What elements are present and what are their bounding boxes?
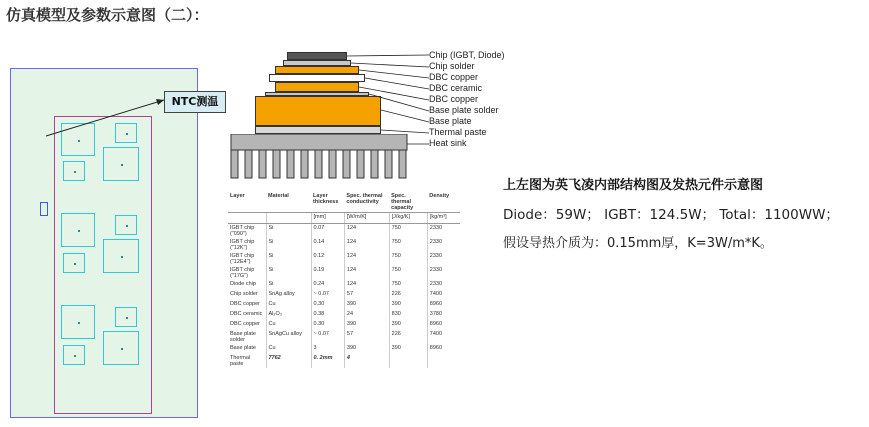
table-cell: 24 bbox=[344, 310, 389, 320]
table-cell: 7400 bbox=[429, 331, 443, 337]
table-cell: Base plate solder bbox=[228, 330, 266, 344]
table-cell: [mm] bbox=[311, 213, 344, 224]
figure-caption: 上左图为英飞凌内部结构图及发热元件示意图 bbox=[503, 178, 764, 193]
table-cell: Diode chip bbox=[228, 280, 266, 290]
table-row bbox=[228, 300, 460, 310]
table-cell: 0.07 bbox=[311, 224, 344, 239]
table-row bbox=[228, 344, 460, 354]
table-cell: 124 bbox=[344, 266, 389, 280]
table-cell: 124 bbox=[344, 238, 389, 252]
stack-label-heat-sink: Heat sink bbox=[429, 138, 467, 148]
diode-chip bbox=[63, 161, 85, 181]
table-header: Density bbox=[427, 192, 460, 213]
table-cell: 750 bbox=[389, 238, 427, 252]
table-cell: 390 bbox=[344, 320, 389, 330]
table-row bbox=[228, 330, 460, 344]
table-cell: 0.30 bbox=[311, 300, 344, 310]
table-cell: IGBT chip ("12E4") bbox=[228, 252, 266, 266]
table-cell: DBC copper bbox=[228, 320, 266, 330]
diode-chip bbox=[115, 215, 137, 235]
table-cell: 124 bbox=[344, 252, 389, 266]
stack-label-dbc-copper: DBC copper bbox=[429, 72, 479, 82]
table-cell: IGBT chip ("12K") bbox=[228, 238, 266, 252]
page-heading: 仿真模型及参数示意图（二）： bbox=[6, 6, 209, 24]
table-cell: 0.14 bbox=[311, 238, 344, 252]
table-cell: 0. 2mm bbox=[311, 354, 344, 368]
table-cell: 750 bbox=[389, 266, 427, 280]
table-cell: 750 bbox=[389, 280, 427, 290]
table-cell: Si bbox=[266, 280, 311, 290]
table-cell: 57 bbox=[344, 290, 389, 300]
stack-label-thermal-paste: Thermal paste bbox=[429, 127, 487, 137]
layer-stack-diagram bbox=[225, 48, 515, 188]
table-cell: [J/kg/K] bbox=[389, 213, 427, 224]
diode-chip bbox=[115, 307, 137, 327]
igbt-chip bbox=[103, 147, 139, 181]
table-cell bbox=[266, 213, 311, 224]
stack-label-base-plate: Base plate bbox=[429, 116, 472, 126]
table-header: Spec. thermal capacity bbox=[389, 192, 427, 213]
table-cell: ~ 0.07 bbox=[311, 330, 344, 344]
table-cell: 2330 bbox=[429, 267, 443, 273]
table-cell bbox=[228, 213, 266, 224]
table-cell: [W/m/K] bbox=[344, 213, 389, 224]
stack-label-dbc-copper-2: DBC copper bbox=[429, 94, 479, 104]
table-cell: 0.19 bbox=[311, 266, 344, 280]
table-cell: 390 bbox=[344, 300, 389, 310]
table-cell: DBC copper bbox=[228, 300, 266, 310]
module-top-view bbox=[10, 68, 200, 418]
diode-chip bbox=[63, 253, 85, 273]
table-cell: 2330 bbox=[429, 225, 443, 231]
table-cell: 0.38 bbox=[311, 310, 344, 320]
table-cell: SnAgCu alloy bbox=[266, 330, 311, 344]
material-parameter-table bbox=[228, 192, 460, 368]
table-cell: 750 bbox=[389, 224, 427, 239]
igbt-chip bbox=[61, 305, 95, 339]
table-cell: SnAg alloy bbox=[266, 290, 311, 300]
stack-label-chip-solder: Chip solder bbox=[429, 61, 475, 71]
table-row bbox=[228, 252, 460, 266]
table-cell: 8960 bbox=[429, 345, 443, 351]
table-cell: Si bbox=[266, 238, 311, 252]
table-cell: 390 bbox=[344, 344, 389, 354]
table-cell: 390 bbox=[389, 344, 427, 354]
diode-chip bbox=[115, 123, 137, 143]
table-cell: ~ 0.07 bbox=[311, 290, 344, 300]
table-cell: 57 bbox=[344, 330, 389, 344]
table-row bbox=[228, 310, 460, 320]
table-cell: 830 bbox=[389, 310, 427, 320]
table-cell: 0.12 bbox=[311, 252, 344, 266]
table-cell bbox=[427, 354, 460, 368]
table-cell: Si bbox=[266, 266, 311, 280]
igbt-chip bbox=[61, 123, 95, 156]
table-cell: 0.30 bbox=[311, 320, 344, 330]
table-cell: 390 bbox=[389, 300, 427, 310]
table-cell: 3 bbox=[311, 344, 344, 354]
table-cell: Base plate bbox=[228, 344, 266, 354]
table-cell: Cu bbox=[266, 300, 311, 310]
table-header: Layer thickness bbox=[311, 192, 344, 213]
table-cell bbox=[389, 354, 427, 368]
table-cell: Si bbox=[266, 224, 311, 239]
stack-label-chip: Chip (IGBT, Diode) bbox=[429, 50, 505, 60]
table-cell: 4 bbox=[344, 354, 389, 368]
table-cell: 226 bbox=[389, 330, 427, 344]
stack-label-base-plate-solder: Base plate solder bbox=[429, 105, 499, 115]
igbt-chip bbox=[103, 239, 139, 273]
ntc-callout: NTC测温 bbox=[164, 91, 226, 113]
table-cell: Cu bbox=[266, 320, 311, 330]
dbc-substrate-outline bbox=[54, 116, 152, 414]
igbt-chip bbox=[61, 213, 95, 247]
table-cell: Thermal paste bbox=[228, 354, 266, 368]
table-cell: Chip solder bbox=[228, 290, 266, 300]
table-cell: 750 bbox=[389, 252, 427, 266]
table-cell: Al₂O₃ bbox=[266, 310, 311, 320]
table-cell: IGBT chip ("090") bbox=[228, 224, 266, 239]
table-cell: 124 bbox=[344, 224, 389, 239]
table-cell: 390 bbox=[389, 320, 427, 330]
table-row bbox=[228, 354, 460, 368]
table-header: Spec. thermal conductivity bbox=[344, 192, 389, 213]
table-row bbox=[228, 266, 460, 280]
thermal-interface-assumption: 假设导热介质为：0.15mm厚，K=3W/m*K。 bbox=[503, 236, 773, 251]
table-row bbox=[228, 238, 460, 252]
stack-label-dbc-ceramic: DBC ceramic bbox=[429, 83, 483, 93]
igbt-chip bbox=[103, 331, 139, 365]
table-cell: DBC ceramic bbox=[228, 310, 266, 320]
table-cell: 8960 bbox=[429, 301, 443, 307]
table-cell: [kg/m³] bbox=[427, 213, 460, 224]
table-header: Layer bbox=[228, 192, 266, 213]
table-header: Material bbox=[266, 192, 311, 213]
table-cell: Si bbox=[266, 252, 311, 266]
table-cell: 124 bbox=[344, 280, 389, 290]
table-row bbox=[228, 280, 460, 290]
table-cell: 3780 bbox=[429, 311, 443, 317]
table-cell: Cu bbox=[266, 344, 311, 354]
table-cell: 226 bbox=[389, 290, 427, 300]
table-cell: 0.24 bbox=[311, 280, 344, 290]
table-row bbox=[228, 290, 460, 300]
power-loss-line: Diode：59W； IGBT：124.5W； Total：1100WW； bbox=[503, 207, 839, 223]
table-cell: IGBT chip ("17G") bbox=[228, 266, 266, 280]
table-row bbox=[228, 320, 460, 330]
ntc-sensor-marker bbox=[40, 202, 48, 216]
table-cell: 8960 bbox=[429, 321, 443, 327]
table-row bbox=[228, 224, 460, 239]
table-units-row bbox=[228, 213, 460, 224]
table-cell: 7400 bbox=[429, 291, 443, 297]
table-cell: 7762 bbox=[266, 354, 311, 368]
table-cell: 2330 bbox=[429, 281, 443, 287]
table-cell: 2330 bbox=[429, 253, 443, 259]
table-cell: 2330 bbox=[429, 239, 443, 245]
diode-chip bbox=[63, 345, 85, 365]
